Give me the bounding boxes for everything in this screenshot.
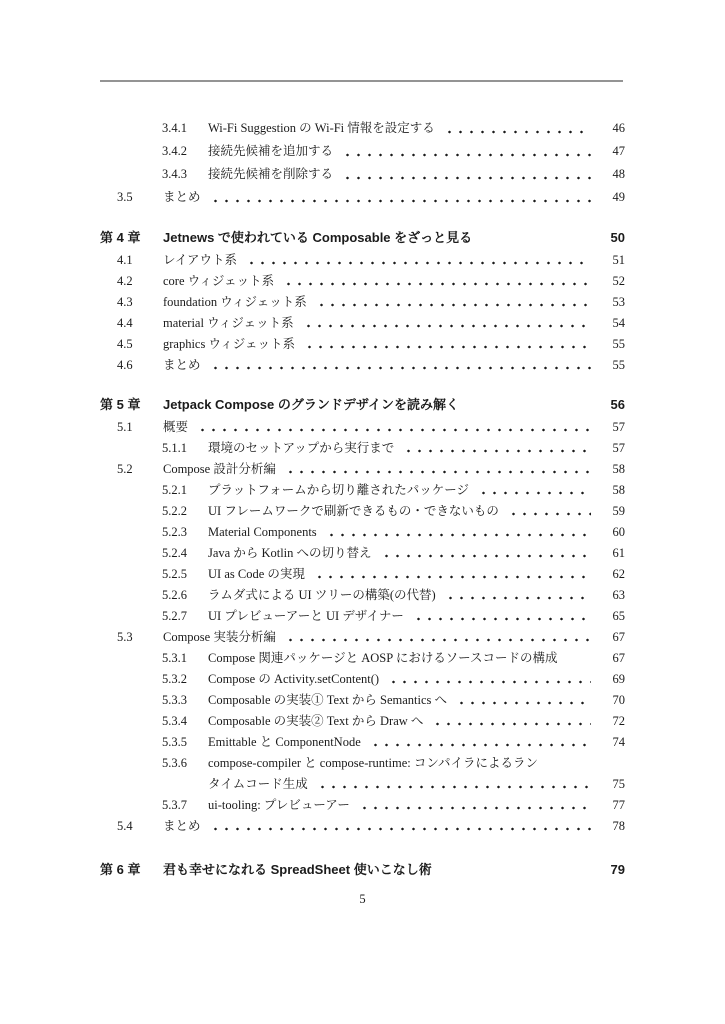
entry-number: 3.4.1 <box>162 121 187 135</box>
entry-number: 5.2.3 <box>162 525 187 539</box>
toc-entry[interactable] <box>100 250 625 271</box>
entry-page-number: 49 <box>612 190 625 204</box>
toc-entry[interactable] <box>100 753 625 774</box>
entry-number: 3.4.2 <box>162 144 187 158</box>
entry-page-number: 79 <box>610 862 625 877</box>
entry-title: Jetnews で使われている Composable をざっと見る <box>163 230 473 245</box>
dot-leader <box>302 334 591 355</box>
toc-entry[interactable] <box>100 690 625 711</box>
entry-title: まとめ <box>163 190 201 204</box>
entry-page-number: 67 <box>612 630 625 644</box>
toc-entry[interactable] <box>100 355 625 376</box>
entry-title: material ウィジェット系 <box>163 316 294 330</box>
entry-page-number: 77 <box>612 798 625 812</box>
entry-page-number: 54 <box>612 316 625 330</box>
dot-leader <box>476 480 591 501</box>
toc-entry[interactable] <box>100 774 625 795</box>
toc-entry[interactable] <box>100 271 625 292</box>
entry-page-number: 61 <box>612 546 625 560</box>
entry-page-number: 70 <box>612 693 625 707</box>
dot-leader <box>430 711 591 732</box>
entry-title: compose-compiler と compose-runtime: コンパイラによるラン <box>208 756 538 770</box>
entry-page-number: 50 <box>610 230 625 245</box>
toc-entry[interactable] <box>100 313 625 334</box>
dot-leader <box>506 501 591 522</box>
entry-title: graphics ウィジェット系 <box>163 337 295 351</box>
toc-entry[interactable] <box>100 585 625 606</box>
entry-number: 5.2.1 <box>162 483 187 497</box>
toc-entry[interactable] <box>100 564 625 585</box>
dot-leader <box>283 459 591 480</box>
entry-number: 4.6 <box>117 358 133 372</box>
dot-leader <box>340 140 591 163</box>
toc-entry[interactable] <box>100 627 625 648</box>
entry-title: 概要 <box>163 420 189 434</box>
toc-entry[interactable] <box>100 816 625 837</box>
toc-entry[interactable] <box>100 417 625 438</box>
entry-number: 5.3.6 <box>162 756 187 770</box>
entry-page-number: 58 <box>612 483 625 497</box>
leader-spacer <box>459 392 601 417</box>
toc-entry[interactable] <box>100 480 625 501</box>
entry-title: Compose 設計分析編 <box>163 462 276 476</box>
header-rule <box>100 80 623 82</box>
dot-leader <box>368 732 591 753</box>
entry-number: 5.2.6 <box>162 588 187 602</box>
entry-title: Compose 関連パッケージと AOSP におけるソースコードの構成 <box>208 651 558 665</box>
toc-entry[interactable] <box>100 438 625 459</box>
entry-page-number: 57 <box>612 441 625 455</box>
toc-entry[interactable] <box>100 669 625 690</box>
toc-entry[interactable] <box>100 292 625 313</box>
entry-page-number: 55 <box>612 337 625 351</box>
entry-title: Composable の実装② Text から Draw へ <box>208 714 424 728</box>
toc-entry[interactable] <box>100 186 625 209</box>
toc-entry[interactable] <box>100 459 625 480</box>
entry-number: 4.5 <box>117 337 133 351</box>
entry-title: foundation ウィジェット系 <box>163 295 307 309</box>
entry-title: Compose の Activity.setContent() <box>208 672 380 686</box>
entry-number: 5.2.7 <box>162 609 187 623</box>
entry-page-number: 57 <box>612 420 625 434</box>
entry-title: まとめ <box>163 819 201 833</box>
entry-title: Java から Kotlin への切り替え <box>208 546 372 560</box>
entry-page-number: 47 <box>612 144 625 158</box>
entry-title: UI プレビューアーと UI デザイナー <box>208 609 404 623</box>
entry-page-number: 58 <box>612 462 625 476</box>
dot-leader <box>411 606 591 627</box>
toc-entry[interactable] <box>100 334 625 355</box>
entry-page-number: 48 <box>612 167 625 181</box>
entry-number: 5.3.2 <box>162 672 187 686</box>
entry-page-number: 72 <box>612 714 625 728</box>
entry-title: 接続先候補を追加する <box>208 144 334 158</box>
toc-entry[interactable] <box>100 163 625 186</box>
dot-leader <box>386 669 591 690</box>
toc-entry[interactable] <box>100 606 625 627</box>
entry-number: 3.4.3 <box>162 167 187 181</box>
entry-page-number: 52 <box>612 274 625 288</box>
dot-leader <box>315 774 591 795</box>
entry-number: 4.2 <box>117 274 133 288</box>
leader-spacer <box>472 225 601 250</box>
entry-number: 5.2.2 <box>162 504 187 518</box>
entry-page-number: 51 <box>612 253 625 267</box>
toc-entry[interactable] <box>100 648 625 669</box>
dot-leader <box>244 250 591 271</box>
entry-number: 5.4 <box>117 819 133 833</box>
entry-number: 4.1 <box>117 253 133 267</box>
entry-page-number: 67 <box>612 651 625 665</box>
dot-leader <box>301 313 591 334</box>
entry-number: 第 5 章 <box>100 397 141 412</box>
dot-leader <box>442 117 591 140</box>
entry-page-number: 74 <box>612 735 625 749</box>
entry-title: プラットフォームから切り離されたパッケージ <box>208 483 470 497</box>
entry-number: 第 6 章 <box>100 862 141 877</box>
entry-title: 接続先候補を削除する <box>208 167 334 181</box>
entry-number: 4.4 <box>117 316 133 330</box>
dot-leader <box>379 543 591 564</box>
entry-number: 4.3 <box>117 295 133 309</box>
dot-leader <box>454 690 591 711</box>
toc-entry[interactable] <box>100 522 625 543</box>
entry-page-number: 53 <box>612 295 625 309</box>
entry-page-number: 46 <box>612 121 625 135</box>
entry-title: Composable の実装① Text から Semantics へ <box>208 693 448 707</box>
entry-number: 5.2 <box>117 462 133 476</box>
entry-page-number: 62 <box>612 567 625 581</box>
entry-number: 5.3 <box>117 630 133 644</box>
footer-page-number: 5 <box>359 892 366 906</box>
entry-number: 5.3.3 <box>162 693 187 707</box>
dot-leader <box>208 355 591 376</box>
page-footer <box>0 892 725 907</box>
dot-leader <box>314 292 591 313</box>
toc-entry[interactable] <box>100 795 625 816</box>
entry-title: UI as Code の実現 <box>208 567 305 581</box>
entry-title: ui-tooling: プレビューアー <box>208 798 350 812</box>
entry-page-number: 60 <box>612 525 625 539</box>
toc-chapter-entry[interactable] <box>100 225 625 250</box>
entry-page-number: 69 <box>612 672 625 686</box>
leader-spacer <box>557 648 601 669</box>
entry-title: レイアウト系 <box>163 253 238 267</box>
dot-leader <box>195 417 591 438</box>
entry-number: 5.2.5 <box>162 567 187 581</box>
entry-title: まとめ <box>163 358 201 372</box>
entry-title: UI フレームワークで刷新できるもの・できないもの <box>208 504 499 518</box>
entry-page-number: 78 <box>612 819 625 833</box>
entry-page-number: 63 <box>612 588 625 602</box>
entry-title: ラムダ式による UI ツリーの構築(の代替) <box>208 588 436 602</box>
entry-title: Jetpack Compose のグランドデザインを読み解く <box>163 397 459 412</box>
toc-entry[interactable] <box>100 117 625 140</box>
entry-page-number: 75 <box>612 777 625 791</box>
entry-number: 5.3.4 <box>162 714 187 728</box>
entry-title: 環境のセットアップから実行まで <box>208 441 395 455</box>
entry-title: タイムコード生成 <box>208 777 308 791</box>
entry-page-number: 59 <box>612 504 625 518</box>
dot-leader <box>443 585 591 606</box>
entry-number: 第 4 章 <box>100 230 141 245</box>
dot-leader <box>283 627 591 648</box>
entry-title: 君も幸せになれる SpreadSheet 使いこなし術 <box>163 862 432 877</box>
entry-number: 5.3.7 <box>162 798 187 812</box>
dot-leader <box>208 816 591 837</box>
entry-number: 5.1.1 <box>162 441 187 455</box>
dot-leader <box>281 271 591 292</box>
toc-entry[interactable] <box>100 501 625 522</box>
toc-entry[interactable] <box>100 543 625 564</box>
entry-title: core ウィジェット系 <box>163 274 275 288</box>
toc-entry[interactable] <box>100 140 625 163</box>
dot-leader <box>324 522 591 543</box>
entry-title: Wi-Fi Suggestion の Wi-Fi 情報を設定する <box>208 121 435 135</box>
entry-title: Emittable と ComponentNode <box>208 735 361 749</box>
entry-page-number: 65 <box>612 609 625 623</box>
dot-leader <box>401 438 591 459</box>
toc-list <box>100 117 625 882</box>
entry-number: 5.2.4 <box>162 546 187 560</box>
toc-chapter-entry[interactable] <box>100 392 625 417</box>
entry-number: 5.3.5 <box>162 735 187 749</box>
dot-leader <box>340 163 591 186</box>
leader-spacer <box>432 857 601 882</box>
entry-number: 5.1 <box>117 420 133 434</box>
entry-number: 3.5 <box>117 190 133 204</box>
dot-leader <box>312 564 591 585</box>
toc-entry[interactable] <box>100 711 625 732</box>
entry-number: 5.3.1 <box>162 651 187 665</box>
entry-title: Material Components <box>208 525 317 539</box>
dot-leader <box>208 186 591 209</box>
toc-chapter-entry[interactable] <box>100 857 625 882</box>
dot-leader <box>357 795 591 816</box>
entry-title: Compose 実装分析編 <box>163 630 276 644</box>
toc-entry[interactable] <box>100 732 625 753</box>
entry-page-number: 55 <box>612 358 625 372</box>
entry-page-number: 56 <box>610 397 625 412</box>
